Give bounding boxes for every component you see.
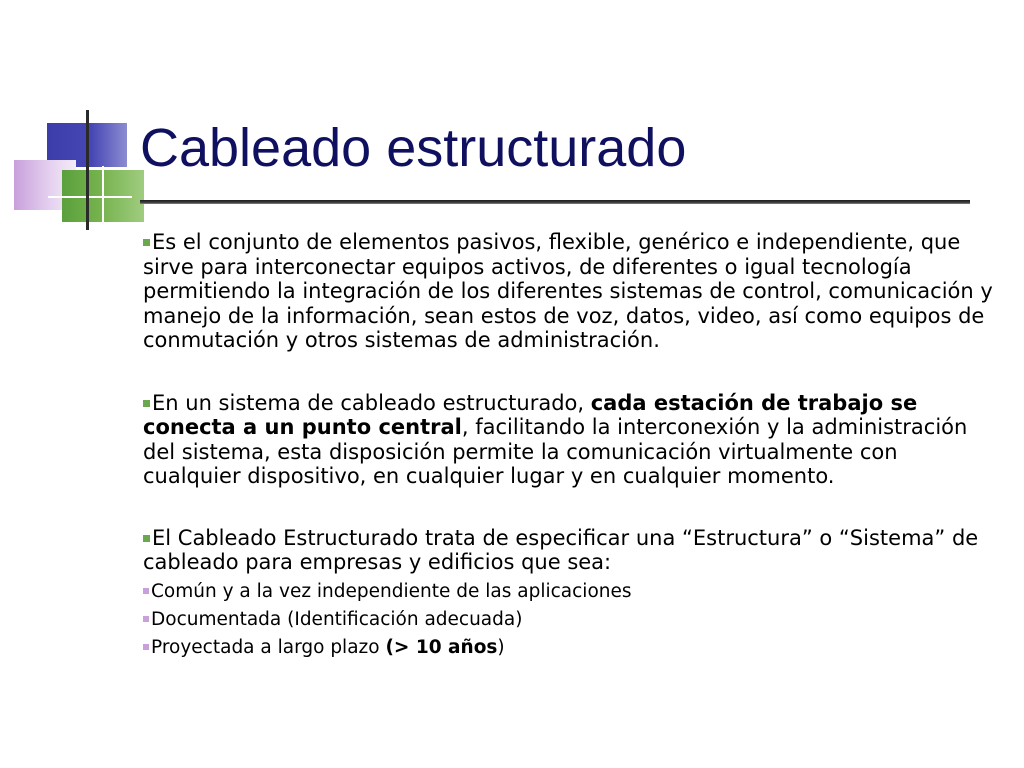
bullet-square-icon xyxy=(143,239,150,246)
sub-bullet-square-icon xyxy=(143,616,149,622)
title-underline xyxy=(140,200,970,204)
sub-bullet-text: Documentada (Identificación adecuada) xyxy=(151,608,523,630)
bullet-text-pre: En un sistema de cableado estructurado, xyxy=(152,390,591,415)
bullet-square-icon xyxy=(143,535,150,542)
sub-bullet-text-pre: Proyectada a largo plazo xyxy=(151,636,386,658)
sub-bullet-text-post: ) xyxy=(497,636,505,658)
bullet-definition xyxy=(143,230,993,353)
bullet-text-bold: cada estación de trabajo se conecta a un punto central xyxy=(143,390,918,439)
sub-bullet-documented xyxy=(143,609,993,631)
slide-title: Cableado estructurado xyxy=(140,118,687,178)
bullet-central-point xyxy=(143,391,993,489)
bullet-text-post: , facilitando la interconexión y la administración del sistema, esta disposición permite la comunicación virtualmente con cualquier dispositivo, en cualquier lugar y en cualquier momento. xyxy=(143,415,968,488)
bullet-text: El Cableado Estructurado trata de especificar una “Estructura” o “Sistema” de cableado para empresas y edificios que sea: xyxy=(143,525,979,574)
sub-bullet-text-bold: (> 10 años xyxy=(385,636,498,658)
bullet-structure xyxy=(143,526,993,575)
sub-bullet-long-term xyxy=(143,637,993,659)
slide-content xyxy=(143,228,993,659)
sub-bullet-text: Común y a la vez independiente de las aplicaciones xyxy=(151,580,632,602)
bullet-square-icon xyxy=(143,400,150,407)
bullet-text: Es el conjunto de elementos pasivos, flexible, genérico e independiente, que sirve para interconectar equipos activos, de diferentes o igual tecnología permitiendo la integración de los diferentes sistemas de control, comunicación y manejo de la información, sean estos de voz, datos, video, así como equipos de conmutación y otros sistemas de administración. xyxy=(143,230,993,352)
decorative-vertical-line xyxy=(86,110,89,230)
sub-bullet-common xyxy=(143,581,993,603)
decorative-vertical-line-light xyxy=(102,166,104,222)
decorative-horizontal-line xyxy=(48,196,132,198)
sub-bullet-square-icon xyxy=(143,644,149,650)
sub-bullet-square-icon xyxy=(143,588,149,594)
